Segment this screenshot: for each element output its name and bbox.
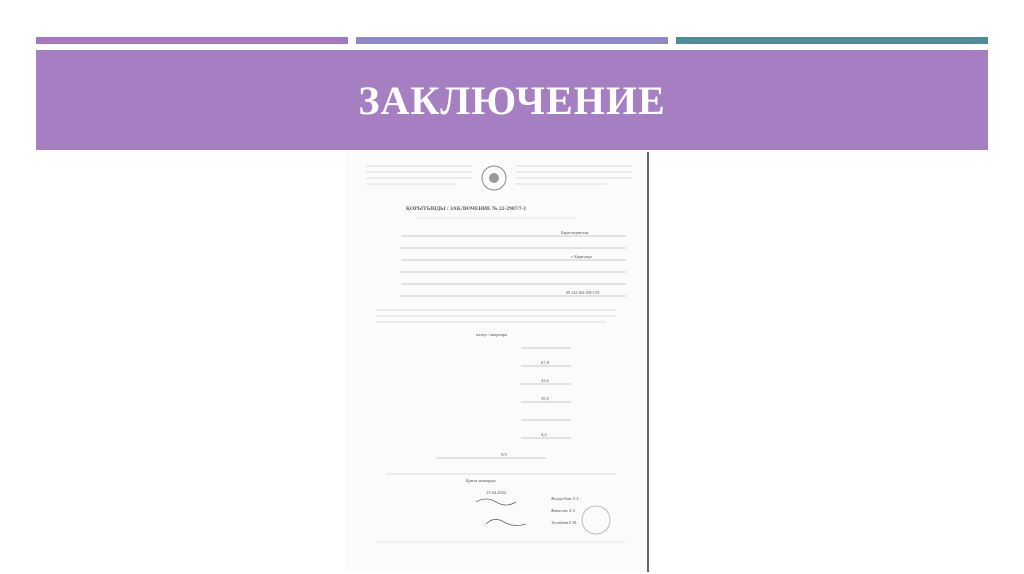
issue-date: 15.04.2022	[486, 490, 507, 495]
area-balcony-value: 4,2	[541, 432, 547, 437]
scanned-document-image	[346, 152, 650, 572]
area-total-value: 67,8	[541, 360, 549, 365]
decor-stripe-3	[676, 37, 988, 44]
city-value: г. Караганда	[571, 254, 592, 259]
slide-title: ЗАКЛЮЧЕНИЕ	[358, 77, 666, 123]
signature-name-1: Жолдасбаев А.З.	[551, 496, 580, 501]
object-type: пәтер / квартира	[476, 332, 508, 337]
decor-stripe-2	[356, 37, 668, 44]
area-living-value: 43,6	[541, 378, 549, 383]
issued-by: Қанта жанарды	[466, 478, 496, 483]
title-banner	[36, 50, 988, 150]
area-rooms-value: 39,5	[541, 396, 549, 401]
decor-stripe-1	[36, 37, 348, 44]
document-heading: ҚОРЫТЫНДЫ / ЗАКЛЮЧЕНИЕ № 22-2907/7-1	[406, 206, 527, 212]
region-value: Карагандинская	[561, 230, 589, 235]
signature-name-2: Жанасова А.З.	[551, 508, 576, 513]
cadastral-value: 89:142:184:108:1:95	[566, 290, 600, 295]
floor-value: 9/3	[501, 452, 507, 457]
signature-name-3: Туганбаев Б.М.	[551, 520, 578, 525]
document-scan	[346, 152, 650, 572]
